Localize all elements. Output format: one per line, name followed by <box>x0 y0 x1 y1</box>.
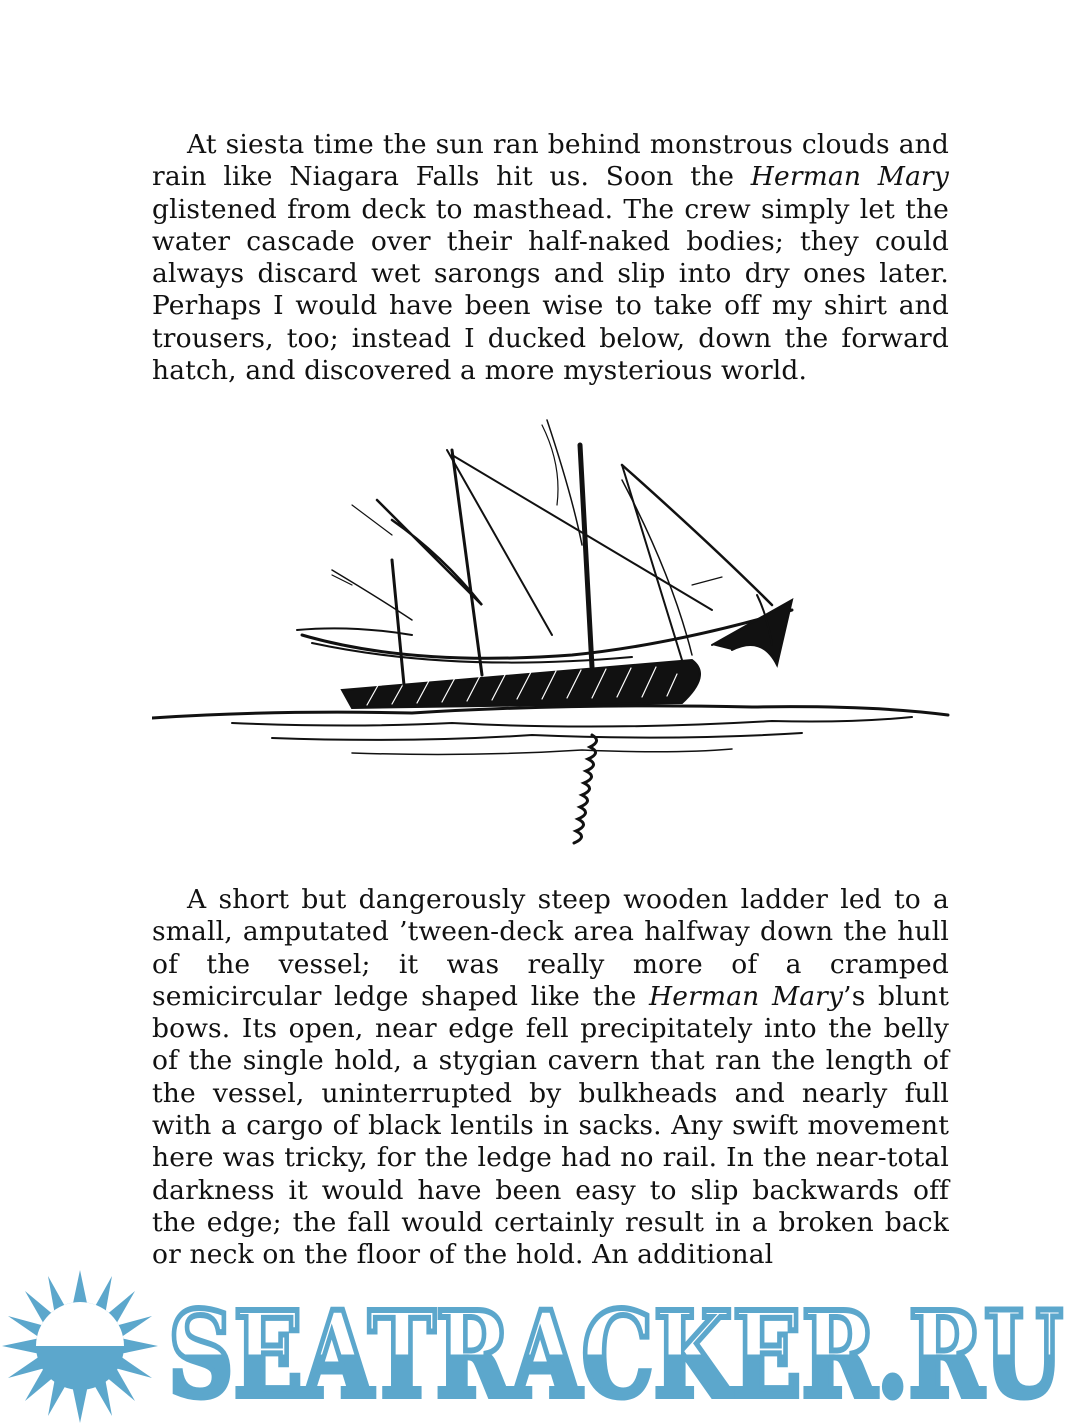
paragraph-2-start: A short but dangerously steep wooden ladder led to a small, amputated ’tween-deck area halfway down the hull of the vessel; it was really more of a cramped semicircular ledge shaped like the <box>152 884 949 1012</box>
paragraph-1-start: At siesta time the sun ran behind monstrous clouds and rain like Niagara Falls hit us. Soon the <box>152 129 949 193</box>
watermark-text: SEATRACKER.RU <box>168 1285 1063 1424</box>
paragraph-2-end: ’s blunt bows. Its open, near edge fell precipitately into the belly of the single hold, a stygian cavern that ran the length of the vessel, uninterrupted by bulkheads and nearly full with a cargo of black lentils in sacks. Any swift movement here was tricky, for the ledge had no rail. In the near-total darkness it would have been easy to slip backwards off the edge; the fall would certainly result in a broken back or neck on the floor of the hold. An additional <box>152 980 949 1271</box>
paragraph-2 <box>152 884 949 1272</box>
watermark-logo <box>0 1268 1080 1425</box>
sailing-ship-sketch-icon <box>152 405 952 855</box>
ship-name: Herman Mary <box>750 161 949 193</box>
paragraph-1-end: glistened from deck to masthead. The crew simply let the water cascade over their half-naked bodies; they could always discard wet sarongs and slip into dry ones later. Perhaps I would have been wise to take off my shirt and trousers, too; instead I ducked below, down the forward hatch, and discovered a more mysterious world. <box>152 193 949 387</box>
ship-name: Herman Mary <box>649 980 844 1012</box>
sun-icon <box>0 1268 160 1425</box>
paragraph-1 <box>152 129 949 387</box>
